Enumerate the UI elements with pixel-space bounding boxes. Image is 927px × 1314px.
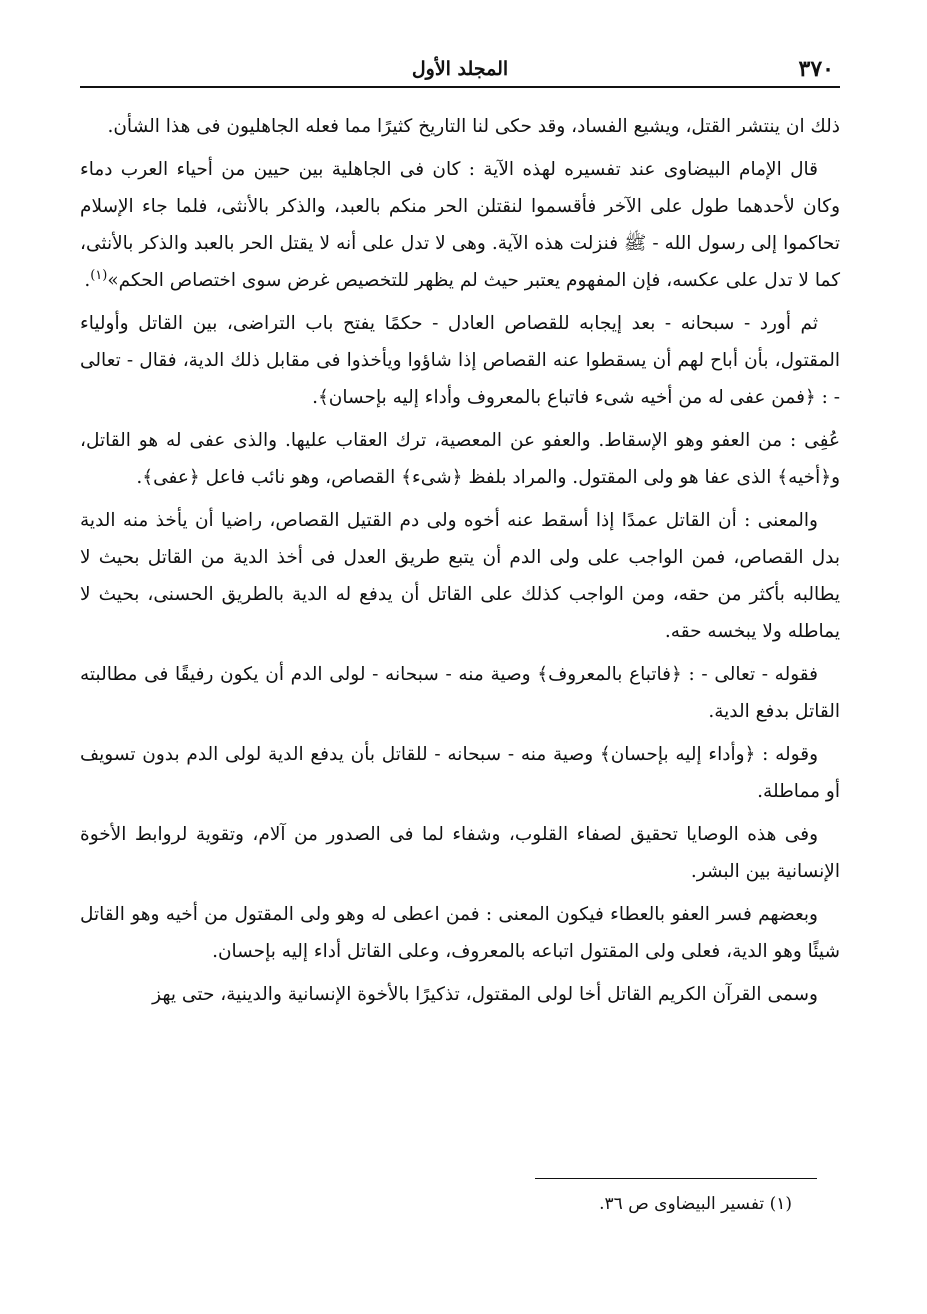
paragraph-6: فقوله - تعالى - : ﴿فاتباع بالمعروف﴾ وصية منه - سبحانه - لولى الدم أن يكون رفيقًا فى مطالبته القاتل بدفع الدية. [80,664,840,722]
volume-title: المجلد الأول [411,58,509,80]
body-text [80,108,840,1019]
paragraph-7: وقوله : ﴿وأداء إليه بإحسان﴾ وصية منه - سبحانه - للقاتل بأن يدفع الدية لولى الدم بدون تسويف أو مماطلة. [80,744,840,802]
page-number: ٣٧٠ [798,56,834,82]
paragraph-3: ثم أورد - سبحانه - بعد إيجابه للقصاص العادل - حكمًا يفتح باب التراضى، بين القاتل وأولياء المقتول، بأن أباح لهم أن يسقطوا عنه القصاص إذا شاؤوا ويأخذوا فى مقابل ذلك الدية، فقال - تعالى - : ﴿فمن عفى له من أخيه شىء فاتباع بالمعروف وأداء إليه بإحسان﴾. [80,313,840,408]
paragraph-9: وبعضهم فسر العفو بالعطاء فيكون المعنى : فمن اعطى له وهو ولى المقتول من أخيه وهو القاتل شيئًا وهو الدية، فعلى ولى المقتول اتباعه بالمعروف، وعلى القاتل أداء إليه بإحسان. [80,904,840,962]
paragraph-5: والمعنى : أن القاتل عمدًا إذا أسقط عنه أخوه ولى دم القتيل القصاص، راضيا أن يأخذ منه الدية بدل القصاص، فمن الواجب على ولى الدم أن يتبع طريق العدل فى أخذ الدية من القاتل بحيث لا يطالبه بأكثر من حقه، ومن الواجب كذلك على القاتل أن يدفع له الدية بالطريق الحسنى، بحيث لا يماطله ولا يبخسه حقه. [80,510,840,642]
footnote: (١) تفسير البيضاوى ص ٣٦. [599,1194,792,1214]
paragraph-2-text: قال الإمام البيضاوى عند تفسيره لهذه الآية : كان فى الجاهلية بين حيين من أحياء العرب دماء وكان لأحدهما طول على الآخر فأقسموا لنقتلن الحر منكم بالعبد، والذكر بالأنثى، فلما جاء الإسلام تحاكموا إلى رسول الله - ﷺ فنزلت هذه الآية. وهى لا تدل على أنه لا يقتل الحر بالعبد والذكر بالأنثى، كما لا تدل على عكسه، فإن المفهوم يعتبر حيث لم يظهر للتخصيص غرض سوى اختصاص الحكم» [80,159,840,291]
paragraph-1: ذلك ان ينتشر القتل، ويشيع الفساد، وقد حكى لنا التاريخ كثيرًا مما فعله الجاهليون فى هذا الشأن. [107,116,840,137]
paragraph-10: وسمى القرآن الكريم القاتل أخا لولى المقتول، تذكيرًا بالأخوة الإنسانية والدينية، حتى يهز [152,984,818,1005]
footnote-divider [535,1178,817,1179]
page-header [80,52,840,88]
paragraph-8: وفى هذه الوصايا تحقيق لصفاء القلوب، وشفاء لما فى الصدور من آلام، وتقوية لروابط الأخوة الإنسانية بين البشر. [80,824,840,882]
footnote-reference: (١) [90,267,108,283]
paragraph-4: عُفِى : من العفو وهو الإسقاط. والعفو عن المعصية، ترك العقاب عليها. والذى عفى له هو القاتل، و﴿أخيه﴾ الذى عفا هو ولى المقتول. والمراد بلفظ ﴿شىء﴾ القصاص، وهو نائب فاعل ﴿عفى﴾. [80,430,840,488]
paragraph-2: قال الإمام البيضاوى عند تفسيره لهذه الآية : كان فى الجاهلية بين حيين من أحياء العرب دماء وكان لأحدهما طول على الآخر فأقسموا لنقتلن الحر منكم بالعبد، والذكر بالأنثى، فلما جاء الإسلام تحاكموا إلى رسول الله - ﷺ فنزلت هذه الآية. وهى لا تدل على أنه لا يقتل الحر بالعبد والذكر بالأنثى، كما لا تدل على عكسه، فإن المفهوم يعتبر حيث لم يظهر للتخصيص غرض سوى اختصاص الحكم»$^{(١)}$. [80,159,840,291]
